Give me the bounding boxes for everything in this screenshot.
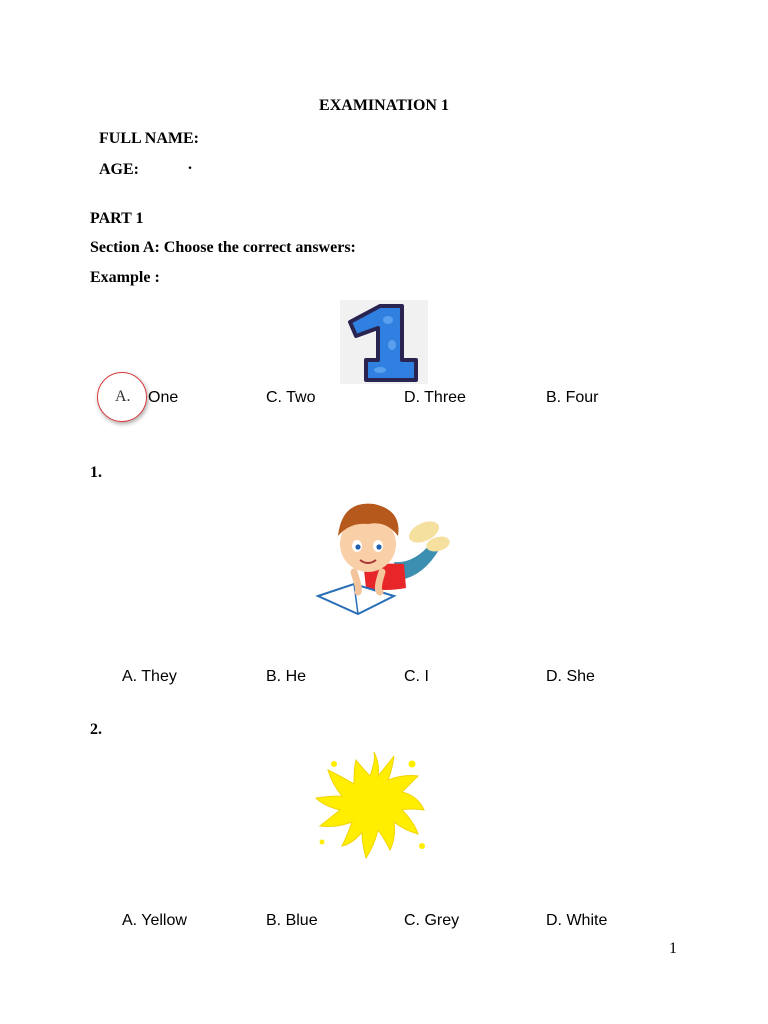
exam-title: EXAMINATION 1 xyxy=(319,97,449,114)
page-number: 1 xyxy=(669,940,677,957)
question-number: 1. xyxy=(90,464,102,481)
example-label: Example : xyxy=(90,269,160,286)
answer-option: C. Grey xyxy=(404,912,460,929)
example-option: One xyxy=(148,389,179,406)
example-option: C. Two xyxy=(266,389,316,406)
answer-option: A. They xyxy=(122,668,177,685)
question-number: 2. xyxy=(90,721,102,738)
answer-option: D. White xyxy=(546,912,608,929)
answer-option: C. I xyxy=(404,668,429,685)
circled-letter: A. xyxy=(115,388,131,405)
example-option: B. Four xyxy=(546,389,599,406)
full-name-label: FULL NAME: xyxy=(99,130,199,147)
selected-answer-circle xyxy=(97,372,147,422)
answer-option: A. Yellow xyxy=(122,912,187,929)
age-dot: . xyxy=(188,156,192,173)
example-option: D. Three xyxy=(404,389,466,406)
section-heading: Section A: Choose the correct answers: xyxy=(90,239,356,256)
number-one-image xyxy=(340,300,428,384)
yellow-paint-splash-image xyxy=(314,750,428,860)
answer-option: B. Blue xyxy=(266,912,318,929)
answer-option: B. He xyxy=(266,668,307,685)
age-label: AGE: xyxy=(99,161,139,178)
part-label: PART 1 xyxy=(90,210,144,227)
answer-option: D. She xyxy=(546,668,595,685)
boy-reading-image xyxy=(314,492,454,618)
